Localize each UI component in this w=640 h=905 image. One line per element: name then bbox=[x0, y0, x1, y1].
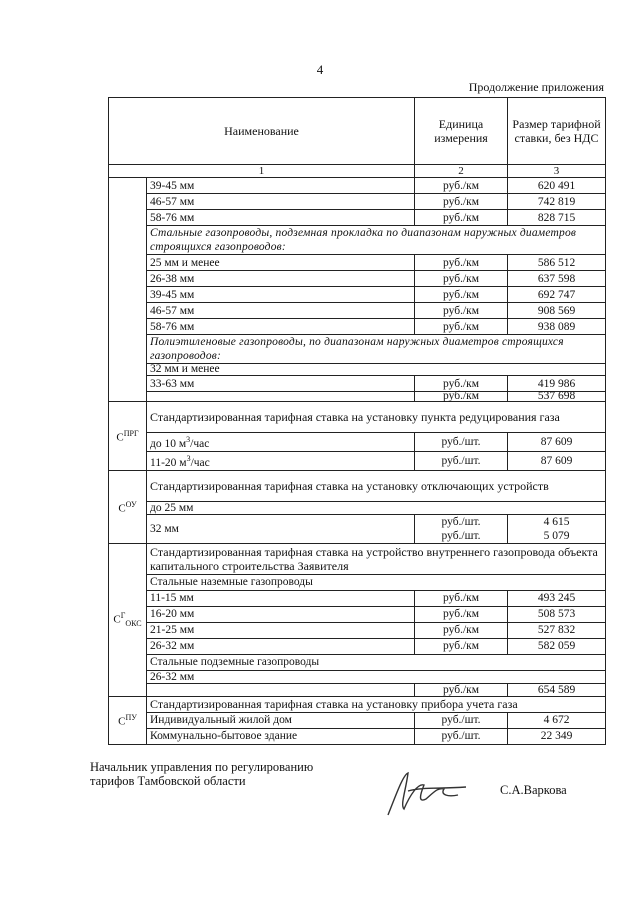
col-number-2: 2 bbox=[415, 165, 508, 178]
row-value: 908 569 bbox=[508, 303, 606, 319]
table-row bbox=[109, 392, 606, 402]
signer-name: С.А.Варкова bbox=[500, 783, 567, 797]
code-letter: C bbox=[113, 613, 121, 626]
table-row bbox=[109, 364, 606, 376]
row-name: 16-20 мм bbox=[147, 606, 415, 622]
row-value: 87 609 bbox=[508, 451, 606, 470]
table-row bbox=[109, 210, 606, 226]
row-unit: руб./км bbox=[415, 287, 508, 303]
code-sub: ОКС bbox=[125, 618, 142, 628]
polyethylene-heading: Полиэтиленовые газопроводы, по диапазонам наружных диаметров строящихся газопроводов: bbox=[147, 335, 606, 364]
row-unit: руб./км bbox=[415, 606, 508, 622]
row-value: 637 598 bbox=[508, 271, 606, 287]
subheading-row bbox=[109, 654, 606, 670]
header-rate: Размер тарифной ставки, без НДС bbox=[508, 98, 606, 165]
row-value: 828 715 bbox=[508, 210, 606, 226]
row-name: 32 мм и менее bbox=[147, 364, 606, 376]
section-title-row bbox=[109, 470, 606, 501]
page-number: 4 bbox=[316, 62, 324, 77]
row-value: 419 986 bbox=[508, 376, 606, 392]
row-unit: руб./шт. bbox=[415, 728, 508, 744]
row-name: Коммунально-бытовое здание bbox=[147, 728, 415, 744]
continuation-label: Продолжение приложения bbox=[468, 80, 604, 94]
table-row bbox=[109, 590, 606, 606]
row-name: 26-38 мм bbox=[147, 271, 415, 287]
table-row bbox=[109, 451, 606, 470]
row-unit: руб./км bbox=[415, 392, 508, 402]
code-letter: C bbox=[116, 431, 124, 444]
pu-title: Стандартизированная тарифная ставка на установку прибора учета газа bbox=[147, 696, 606, 712]
table-row bbox=[109, 319, 606, 335]
row-unit: руб./шт. bbox=[415, 433, 508, 452]
row-name: 26-32 мм bbox=[147, 638, 415, 654]
row-name: 33-63 мм bbox=[147, 376, 415, 392]
table-row bbox=[109, 638, 606, 654]
col-number-1: 1 bbox=[109, 165, 415, 178]
section-title-row bbox=[109, 543, 606, 574]
row-unit: руб./км bbox=[415, 178, 508, 194]
row-value: 938 089 bbox=[508, 319, 606, 335]
row-name: 39-45 мм bbox=[147, 287, 415, 303]
col-number-3: 3 bbox=[508, 165, 606, 178]
table-row bbox=[109, 376, 606, 392]
subheading-row bbox=[109, 574, 606, 590]
row-unit: руб./км bbox=[415, 319, 508, 335]
row-unit: руб./шт. bbox=[415, 712, 508, 728]
table-row bbox=[109, 712, 606, 728]
row-unit: руб./км bbox=[415, 210, 508, 226]
row-value: 527 832 bbox=[508, 622, 606, 638]
ou-title: Стандартизированная тарифная ставка на установку отключающих устройств bbox=[147, 470, 606, 501]
table-row bbox=[109, 433, 606, 452]
code-sup: ПРГ bbox=[123, 429, 139, 438]
table-row bbox=[109, 514, 606, 543]
tariff-table bbox=[108, 97, 606, 745]
table-row bbox=[109, 255, 606, 271]
row-name: 39-45 мм bbox=[147, 178, 415, 194]
row-value: 586 512 bbox=[508, 255, 606, 271]
code-letter: C bbox=[118, 715, 126, 728]
subheading-row bbox=[109, 335, 606, 364]
code-sup: ПУ bbox=[125, 713, 137, 723]
row-name: до 25 мм bbox=[147, 501, 606, 514]
empty-cell bbox=[147, 392, 415, 402]
empty-cell bbox=[147, 683, 415, 696]
row-value: 22 349 bbox=[508, 728, 606, 744]
table-row bbox=[109, 303, 606, 319]
oks-title: Стандартизированная тарифная ставка на устройство внутреннего газопровода объекта капитального строительства Заявителя bbox=[147, 543, 606, 574]
row-unit: руб./шт. руб./шт. bbox=[415, 514, 508, 543]
row-value: 4 615 5 079 bbox=[508, 514, 606, 543]
row-value: 654 589 bbox=[508, 683, 606, 696]
code-ou bbox=[109, 470, 147, 543]
row-value: 493 245 bbox=[508, 590, 606, 606]
row-unit: руб./км bbox=[415, 376, 508, 392]
row-unit: руб./км bbox=[415, 271, 508, 287]
signature-icon bbox=[378, 765, 473, 820]
table-row bbox=[109, 287, 606, 303]
table-row bbox=[109, 178, 606, 194]
code-oks bbox=[109, 543, 147, 696]
row-value: 742 819 bbox=[508, 194, 606, 210]
code-cell-empty bbox=[109, 178, 147, 402]
table-row bbox=[109, 271, 606, 287]
row-name: 58-76 мм bbox=[147, 210, 415, 226]
code-letter: C bbox=[118, 502, 126, 515]
column-number-row bbox=[109, 165, 606, 178]
row-name: 25 мм и менее bbox=[147, 255, 415, 271]
prg-title: Стандартизированная тарифная ставка на установку пункта редуцирования газа bbox=[147, 402, 606, 433]
steel-underground-heading: Стальные газопроводы, подземная прокладка по диапазонам наружных диаметров строящихся газопроводов: bbox=[147, 226, 606, 255]
table-row bbox=[109, 683, 606, 696]
row-name: 46-57 мм bbox=[147, 194, 415, 210]
table-row bbox=[109, 501, 606, 514]
signer-title: Начальник управления по регулированию тарифов Тамбовской области bbox=[90, 760, 314, 788]
subheading-row bbox=[109, 226, 606, 255]
row-value: 537 698 bbox=[508, 392, 606, 402]
row-name: Индивидуальный жилой дом bbox=[147, 712, 415, 728]
steel-above-heading: Стальные наземные газопроводы bbox=[147, 574, 606, 590]
row-unit: руб./км bbox=[415, 194, 508, 210]
code-prg bbox=[109, 402, 147, 471]
row-unit: руб./км bbox=[415, 303, 508, 319]
table-header-row bbox=[109, 98, 606, 165]
row-unit: руб./км bbox=[415, 622, 508, 638]
row-value: 582 059 bbox=[508, 638, 606, 654]
row-unit: руб./шт. bbox=[415, 451, 508, 470]
row-value: 692 747 bbox=[508, 287, 606, 303]
section-title-row bbox=[109, 402, 606, 433]
header-name: Наименование bbox=[109, 98, 415, 165]
table-row bbox=[109, 728, 606, 744]
table-row bbox=[109, 606, 606, 622]
row-name: 26-32 мм bbox=[147, 670, 606, 683]
table-row bbox=[109, 670, 606, 683]
row-unit: руб./км bbox=[415, 590, 508, 606]
header-unit: Единица измерения bbox=[415, 98, 508, 165]
row-name: 21-25 мм bbox=[147, 622, 415, 638]
row-name: 46-57 мм bbox=[147, 303, 415, 319]
row-name: до 10 $м^3$/час bbox=[147, 433, 415, 452]
row-name: 58-76 мм bbox=[147, 319, 415, 335]
row-name: 32 мм bbox=[147, 514, 415, 543]
row-name: 11-20 $м^3$/час bbox=[147, 451, 415, 470]
row-value: 87 609 bbox=[508, 433, 606, 452]
code-sup: ОУ bbox=[125, 499, 137, 509]
table-row bbox=[109, 194, 606, 210]
code-sup: Г bbox=[120, 610, 126, 620]
steel-under-heading: Стальные подземные газопроводы bbox=[147, 654, 606, 670]
section-title-row bbox=[109, 696, 606, 712]
row-unit: руб./км bbox=[415, 683, 508, 696]
row-name: 11-15 мм bbox=[147, 590, 415, 606]
row-value: 4 672 bbox=[508, 712, 606, 728]
row-value: 508 573 bbox=[508, 606, 606, 622]
row-unit: руб./км bbox=[415, 638, 508, 654]
table-row bbox=[109, 622, 606, 638]
code-pu bbox=[109, 696, 147, 744]
row-value: 620 491 bbox=[508, 178, 606, 194]
row-unit: руб./км bbox=[415, 255, 508, 271]
